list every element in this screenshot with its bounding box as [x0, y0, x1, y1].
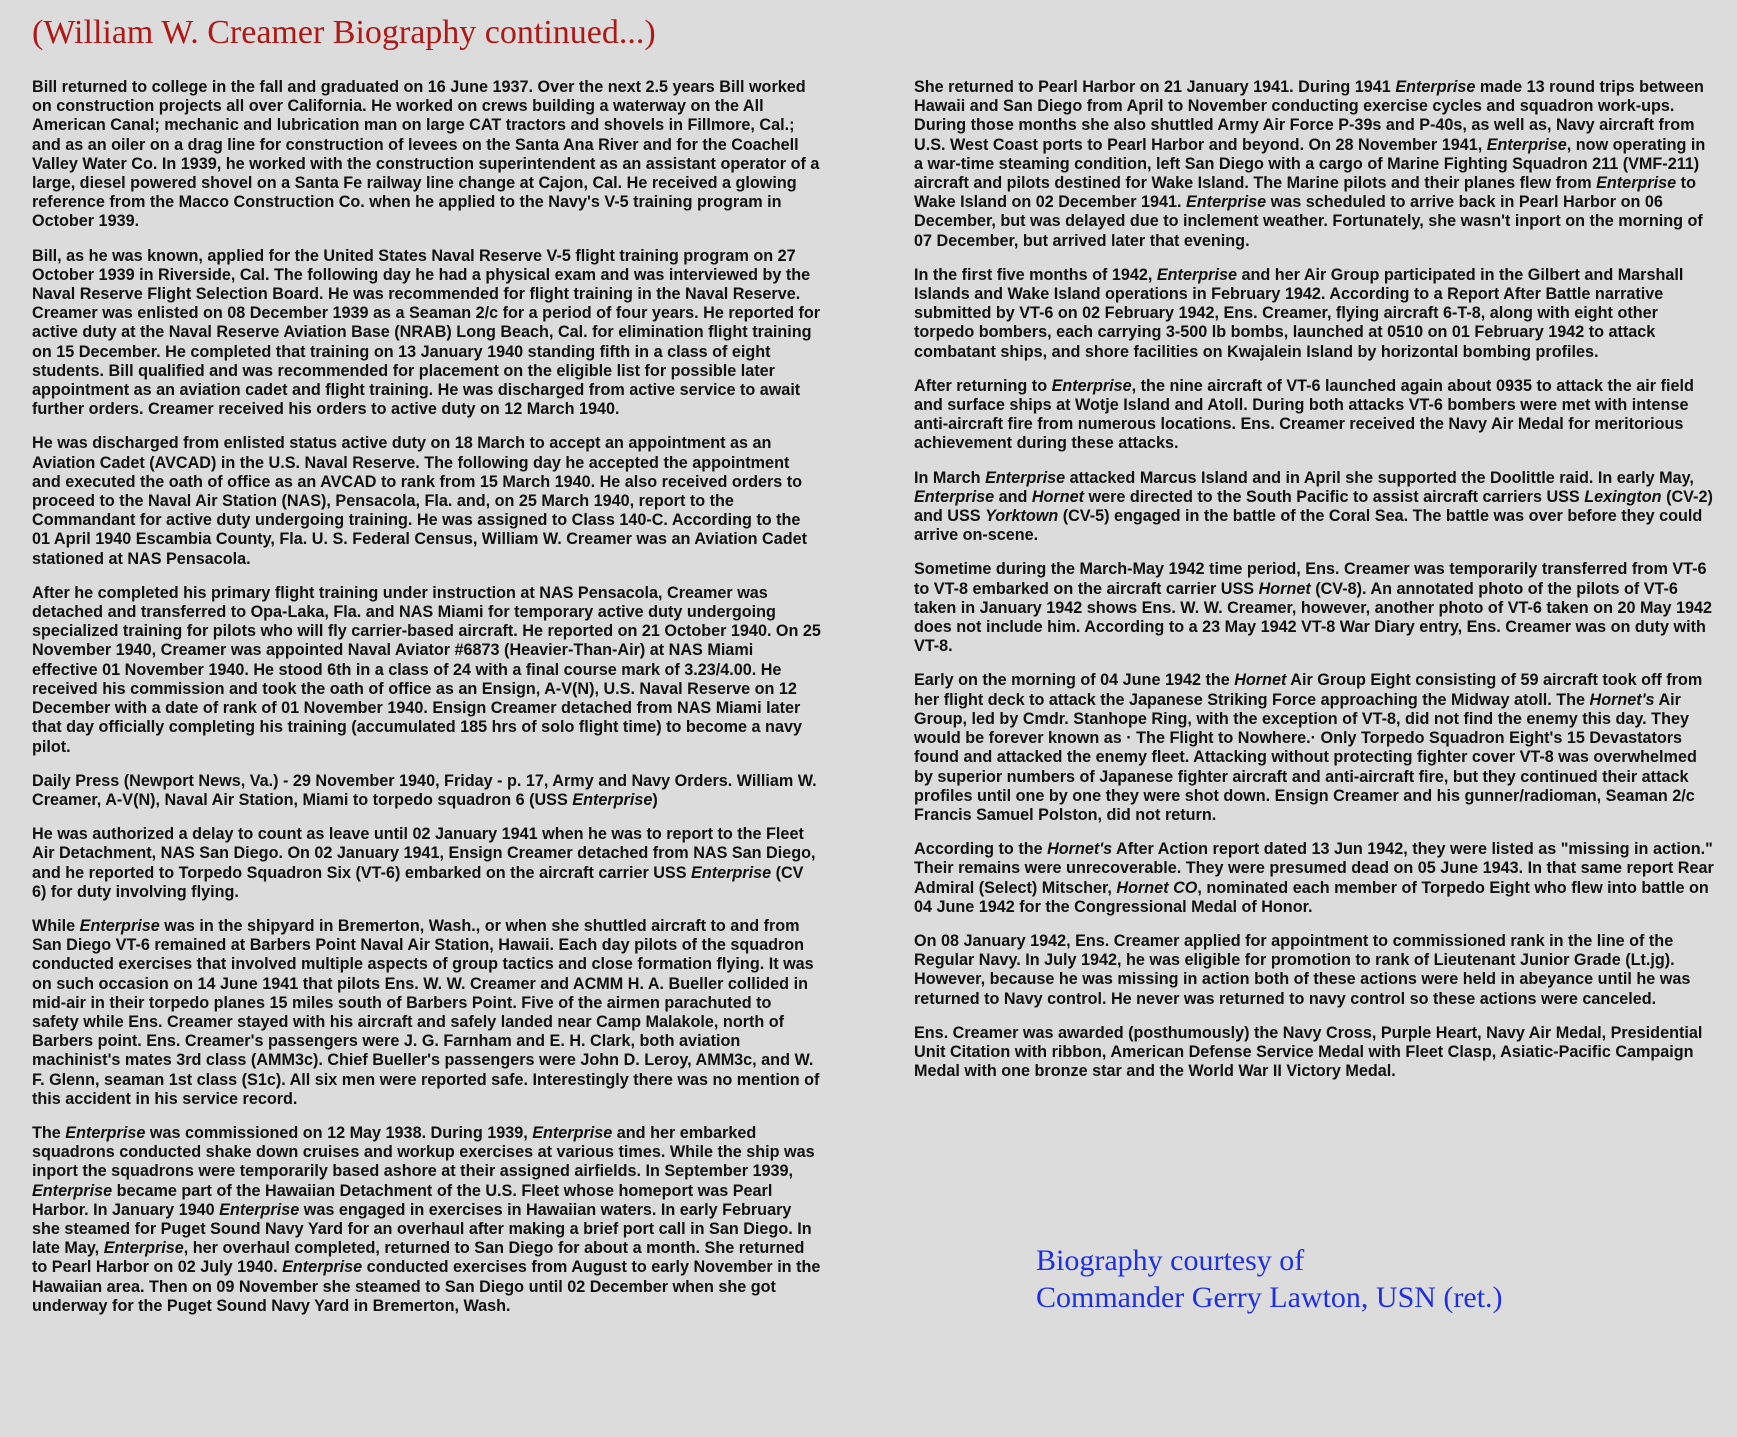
text-run: and her Air Group participated in the Gilbert and Marshall Islands and Wake Island operations in February 1942. According to a Report After Battle narrative submitted by VT-6 on 02 February 1942, Ens. Creamer, flying aircraft 6-T-8, along with eight other torpedo bombers, each carrying 3-500 lb bombs, launched at 0510 on 01 February 1942 to attack combatant ships, and shore facilities on Kwajalein Island by horizontal bombing profiles.: [914, 265, 1684, 361]
text-run: According to the: [914, 840, 1048, 859]
ship-name: Enterprise: [532, 1123, 613, 1142]
text-run: Sometime during the March-May 1942 time period, Ens. Creamer was temporarily transferred from VT-6 to VT-8 embarked on the aircraft carrier USS: [914, 560, 1707, 598]
paragraph: [914, 932, 1714, 1009]
ship-name: Hornet's: [1047, 840, 1113, 859]
paragraph: [32, 78, 822, 232]
ship-name: Hornet CO: [1116, 878, 1198, 897]
text-run: Daily Press (Newport News, Va.) - 29 November 1940, Friday - p. 17, Army and Navy Orders. William W. Creamer, A-V(N), Naval Air Station, Miami to torpedo squadron 6 (USS: [32, 771, 817, 809]
text-run: and: [994, 487, 1032, 506]
text-run: , now operating in a war-time steaming condition, left San Diego with a cargo of Marine Fighting Squadron 211 (VMF-211) aircraft and pilots destined for Wake Island. The Marine pilots and their planes flew from: [914, 135, 1706, 193]
credit-line-1: Biography courtesy of: [1036, 1244, 1305, 1277]
text-run: In the first five months of 1942,: [914, 265, 1157, 284]
ship-name: Enterprise: [1395, 78, 1476, 96]
text-run: After he completed his primary flight training under instruction at NAS Pensacola, Creamer was detached and transferred to Opa-Laka, Fla. and NAS Miami for temporary active duty undergoing specialized training for pilots who will fly carrier-based aircraft. He reported on 21 October 1940. On 25 November 1940, Creamer was appointed Naval Aviator #6873 (Heavier-Than-Air) at NAS Miami effective 01 November 1940. He stood 6th in a class of 24 with a final course mark of 3.23/4.00. He received his commission and took the oath of office as an Ensign, A-V(N), U.S. Naval Reserve on 12 December with a date of rank of 01 November 1940. Ensign Creamer detached from NAS Miami later that day officially completing his training (accumulated 185 hrs of solo flight time) to become a navy pilot.: [32, 583, 821, 756]
text-run: Bill, as he was known, applied for the United States Naval Reserve V-5 flight training program on 27 October 1939 in Riverside, Cal. The following day he had a physical exam and was interviewed by the Naval Reserve Flight Selection Board. He was recommended for flight training in the Naval Reserve. Creamer was enlisted on 08 December 1939 as a Seaman 2/c for a period of four years. He reported for active duty at the Naval Reserve Aviation Base (NRAB) Long Beach, Cal. for elimination flight training on 15 December. He completed that training on 13 January 1940 standing fifth in a class of eight students. Bill qualified and was recommended for placement on the eligible list for possible later appointment as an aviation cadet and flight training. He was discharged from active service to await further orders. Creamer received his orders to active duty on 12 March 1940.: [32, 246, 821, 419]
text-run: was commissioned on 12 May 1938. During 1939,: [145, 1123, 533, 1142]
text-run: made 13 round trips between Hawaii and San Diego from April to November conducting exercise cycles and squadron work-ups. During those months she also shuttled Army Air Force P-39s and P-40s, as well as, Navy aircraft from U.S. West Coast ports to Pearl Harbor and beyond. On 28 November 1941,: [914, 78, 1704, 154]
credit-line-2: Commander Gerry Lawton, USN (ret.): [1036, 1281, 1503, 1314]
ship-name: Enterprise: [1486, 135, 1567, 154]
ship-name: Enterprise: [1186, 193, 1267, 212]
paragraph: [32, 772, 822, 810]
paragraph: [914, 377, 1714, 454]
text-run: to Wake Island on 02 December 1941.: [914, 174, 1696, 212]
ship-name: Enterprise: [691, 863, 772, 882]
text-run: She returned to Pearl Harbor on 21 January 1941. During 1941: [914, 78, 1396, 96]
text-run: (CV 6) for duty involving flying.: [32, 863, 804, 901]
credit-block: [1036, 1242, 1503, 1316]
ship-name: Enterprise: [1051, 376, 1132, 395]
text-run: , her overhaul completed, returned to San Diego for about a month. She returned to Pearl Harbor on 02 July 1940.: [32, 1239, 805, 1277]
text-run: Ens. Creamer was awarded (posthumously) the Navy Cross, Purple Heart, Navy Air Medal, Presidential Unit Citation with ribbon, American Defense Service Medal with Fleet Clasp, Asiatic-Pacific Campaign Medal with one bronze star and the World War II Victory Medal.: [914, 1023, 1703, 1081]
text-run: and her embarked squadrons conducted shake down cruises and workup exercises at various times. While the ship was inport the squadrons were temporarily based ashore at their assigned airfields. In September 1939,: [32, 1123, 815, 1181]
text-run: After Action report dated 13 Jun 1942, they were listed as "missing in action." Their remains were unrecoverable. They were presumed dead on 05 June 1943. In that same report Rear Admiral (Select) Mitscher,: [914, 840, 1714, 897]
paragraph: [914, 671, 1714, 825]
text-run: In March: [914, 468, 986, 487]
ship-name: Lexington: [1584, 487, 1662, 506]
text-run: ): [652, 790, 658, 809]
text-run: After returning to: [914, 376, 1052, 395]
text-run: (CV-2) and USS: [914, 487, 1713, 526]
ship-name: Enterprise: [219, 1200, 300, 1219]
ship-name: Hornet: [1234, 671, 1287, 690]
text-run: On 08 January 1942, Ens. Creamer applied for appointment to commissioned rank in the line of the Regular Navy. In July 1942, he was eligible for promotion to rank of Lieutenant Junior Grade (Lt.jg). However, because he was missing in action both of these actions were held in abeyance until he was returned to Navy control. He never was returned to navy control so these actions were canceled.: [914, 931, 1691, 1008]
ship-name: Enterprise: [32, 1181, 113, 1200]
paragraph: [914, 1024, 1714, 1082]
text-run: became part of the Hawaiian Detachment of the U.S. Fleet whose homeport was Pearl Harbor. In January 1940: [32, 1181, 773, 1219]
paragraph: [32, 825, 822, 902]
ship-name: Enterprise: [103, 1239, 184, 1258]
text-run: He was authorized a delay to count as leave until 02 January 1941 when he was to report to the Fleet Air Detachment, NAS San Diego. On 02 January 1941, Ensign Creamer detached from NAS San Diego, and he reported to Torpedo Squadron Six (VT-6) embarked on the aircraft carrier USS: [32, 825, 816, 882]
text-run: were directed to the South Pacific to assist aircraft carriers USS: [1084, 487, 1585, 506]
paragraph: [914, 266, 1714, 362]
text-run: The: [32, 1123, 66, 1142]
text-run: conducted exercises from August to early November in the Hawaiian area. Then on 09 November she steamed to San Diego until 02 December when she got underway for the Puget Sound Navy Yard in Bremerton, Wash.: [32, 1258, 821, 1315]
ship-name: Hornet's: [1589, 690, 1655, 709]
text-run: While: [32, 916, 80, 935]
ship-name: Yorktown: [985, 507, 1059, 526]
text-run: (CV-5) engaged in the battle of the Coral Sea. The battle was over before they could arrive on-scene.: [914, 507, 1703, 545]
ship-name: Enterprise: [65, 1123, 146, 1142]
right-column: [914, 78, 1714, 1096]
ship-name: Enterprise: [1596, 174, 1677, 193]
text-run: attacked Marcus Island and in April she supported the Doolittle raid. In early May,: [1065, 468, 1694, 487]
ship-name: Hornet: [1031, 487, 1085, 506]
paragraph: [914, 560, 1714, 656]
text-run: , the nine aircraft of VT-6 launched again about 0935 to attack the air field and surface ships at Wotje Island and Atoll. During both attacks VT-6 bombers were met with intense anti-aircraft fire from numerous locations. Ens. Creamer received the Navy Air Medal for meritorious achievement during these attacks.: [914, 376, 1694, 453]
page-title: (William W. Creamer Biography continued...): [32, 14, 656, 51]
paragraph: [32, 247, 822, 420]
paragraph: [32, 584, 822, 757]
ship-name: Enterprise: [985, 468, 1066, 487]
text-run: Early on the morning of 04 June 1942 the: [914, 671, 1235, 690]
paragraph: [32, 917, 822, 1109]
ship-name: Enterprise: [914, 487, 995, 506]
paragraph: [914, 78, 1714, 251]
text-run: , nominated each member of Torpedo Eight who flew into battle on 04 June 1942 for the Congressional Medal of Honor.: [914, 878, 1709, 916]
text-run: Bill returned to college in the fall and graduated on 16 June 1937. Over the next 2.5 years Bill worked on construction projects all over California. He worked on crews building a waterway on the All American Canal; mechanic and lubrication man on large CAT tractors and shovels in Fillmore, Cal.; and as an oiler on a drag line for construction of levees on the Santa Ana River and for the Coachell Valley Water Co. In 1939, he worked with the construction superintendent as an assistant operator of a large, diesel powered shovel on a Santa Fe railway line change at Cajon, Cal. He received a glowing reference from the Macco Construction Co. when he applied to the Navy's V-5 training program in October 1939.: [32, 78, 820, 231]
ship-name: Enterprise: [282, 1258, 363, 1277]
paragraph: [914, 840, 1714, 917]
left-column: [32, 78, 822, 1331]
text-run: was scheduled to arrive back in Pearl Harbor on 06 December, but was delayed due to inclement weather. Fortunately, she wasn't inport on the morning of 07 December, but arrived later that evening.: [914, 193, 1703, 250]
paragraph: [32, 434, 822, 568]
text-run: Air Group Eight consisting of 59 aircraft took off from her flight deck to attack the Japanese Striking Force approaching the Midway atoll. The: [914, 671, 1703, 709]
text-run: was in the shipyard in Bremerton, Wash., or when she shuttled aircraft to and from San Diego VT-6 remained at Barbers Point Naval Air Station, Hawaii. Each day pilots of the squadron conducted exercises that involved multiple aspects of group tactics and close formation flying. It was on such occasion on 14 June 1941 that pilots Ens. W. W. Creamer and ACMM H. A. Bueller collided in mid-air in their torpedo planes 15 miles south of Barbers Point. Five of the airmen parachuted to safety while Ens. Creamer stayed with his aircraft and safely landed near Camp Malakole, north of Barbers point. Ens. Creamer's passengers were J. G. Farnham and E. H. Clark, both aviation machinist's mates 3rd class (AMM3c). Chief Bueller's passengers were John D. Leroy, AMM3c, and W. F. Glenn, seaman 1st class (S1c). All six men were reported safe. Interestingly there was no mention of this accident in his service record.: [32, 916, 820, 1108]
paragraph: [32, 1124, 822, 1316]
text-run: was engaged in exercises in Hawaiian waters. In early February she steamed for Puget Sound Navy Yard for an overhaul after making a brief port call in San Diego. In late May,: [32, 1200, 812, 1258]
ship-name: Hornet: [1258, 579, 1311, 598]
text-run: He was discharged from enlisted status active duty on 18 March to accept an appointment as an Aviation Cadet (AVCAD) in the U.S. Naval Reserve. The following day he accepted the appointment and executed the oath of office as an AVCAD to rank from 15 March 1940. He also received orders to proceed to the Naval Air Station (NAS), Pensacola, Fla. and, on 25 March 1940, report to the Commandant for active duty undergoing training. He was assigned to Class 140-C. According to the 01 April 1940 Escambia County, Fla. U. S. Federal Census, William W. Creamer was an Aviation Cadet stationed at NAS Pensacola.: [32, 434, 808, 568]
paragraph: [914, 469, 1714, 546]
ship-name: Enterprise: [1156, 265, 1237, 284]
ship-name: Enterprise: [572, 790, 653, 809]
text-run: Air Group, led by Cmdr. Stanhope Ring, with the exception of VT-8, did not find the enemy this day. They would be forever known as · The Flight to Nowhere.· Only Torpedo Squadron Eight's 15 Devastators found and attacked the enemy fleet. Attacking without protecting fighter cover VT-8 was overwhelmed by superior numbers of Japanese fighter aircraft and anti-aircraft fire, but they continued their attack profiles until one by one they were shot down. Ensign Creamer and his gunner/radioman, Seaman 2/c Francis Samuel Polston, did not return.: [914, 690, 1697, 824]
text-run: (CV-8). An annotated photo of the pilots of VT-6 taken in January 1942 shows Ens. W. W. Creamer, however, another photo of VT-6 taken on 20 May 1942 does not include him. According to a 23 May 1942 VT-8 War Diary entry, Ens. Creamer was on duty with VT-8.: [914, 579, 1712, 656]
ship-name: Enterprise: [79, 916, 160, 935]
